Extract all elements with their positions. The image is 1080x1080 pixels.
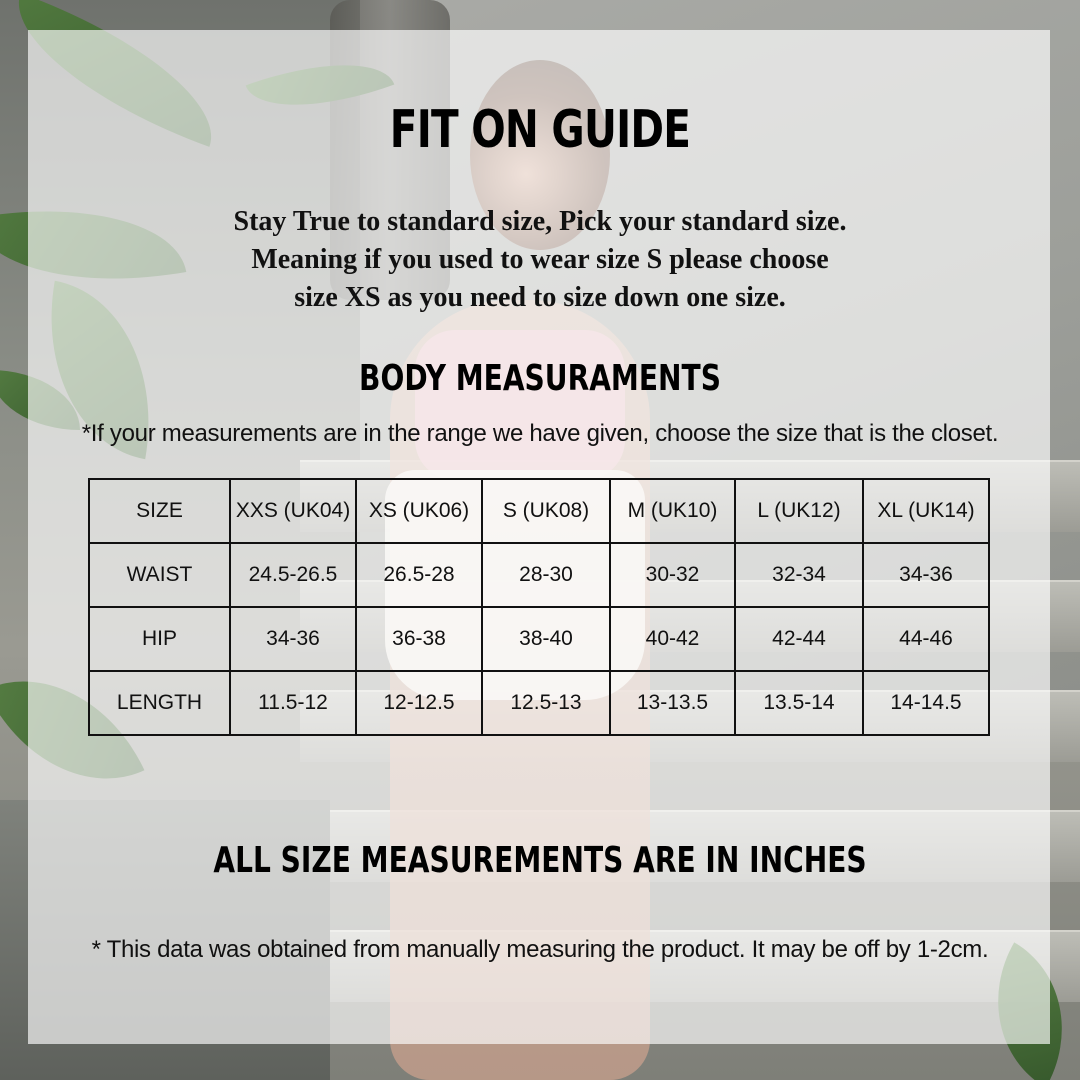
measurement-note: *If your measurements are in the range we have given, choose the size that is the closet.	[81, 420, 999, 447]
table-header-cell: S (UK08)	[482, 479, 610, 543]
table-cell: 36-38	[356, 607, 482, 671]
table-header-cell: SIZE	[89, 479, 230, 543]
table-cell: 30-32	[610, 543, 735, 607]
intro-line: size XS as you need to size down one size.	[294, 282, 786, 313]
table-row	[89, 607, 989, 671]
table-header-row	[89, 479, 989, 543]
table-cell: 40-42	[610, 607, 735, 671]
page-title: FIT ON GUIDE	[389, 100, 691, 160]
table-header-cell: M (UK10)	[610, 479, 735, 543]
table-cell: 32-34	[735, 543, 863, 607]
table-header-cell: L (UK12)	[735, 479, 863, 543]
table-cell: 34-36	[230, 607, 356, 671]
table-cell: 12.5-13	[482, 671, 610, 735]
table-row-label: HIP	[89, 607, 230, 671]
table-cell: 28-30	[482, 543, 610, 607]
table-cell: 34-36	[863, 543, 989, 607]
intro-line: Stay True to standard size, Pick your standard size.	[233, 206, 847, 237]
table-cell: 13-13.5	[610, 671, 735, 735]
table-cell: 12-12.5	[356, 671, 482, 735]
size-chart-table	[88, 478, 990, 736]
table-row	[89, 671, 989, 735]
table-header-cell: XS (UK06)	[356, 479, 482, 543]
intro-line: Meaning if you used to wear size S please choose	[251, 244, 829, 275]
table-cell: 24.5-26.5	[230, 543, 356, 607]
table-cell: 26.5-28	[356, 543, 482, 607]
units-heading: ALL SIZE MEASUREMENTS ARE IN INCHES	[213, 840, 867, 881]
section-title: BODY MEASURAMENTS	[359, 358, 721, 399]
table-header-cell: XL (UK14)	[863, 479, 989, 543]
table-row	[89, 543, 989, 607]
table-cell: 44-46	[863, 607, 989, 671]
disclaimer-text: * This data was obtained from manually measuring the product. It may be off by 1-2cm.	[91, 936, 989, 963]
table-cell: 11.5-12	[230, 671, 356, 735]
intro-text	[0, 203, 1080, 317]
table-header-cell: XXS (UK04)	[230, 479, 356, 543]
table-cell: 38-40	[482, 607, 610, 671]
table-cell: 42-44	[735, 607, 863, 671]
table-cell: 14-14.5	[863, 671, 989, 735]
table-row-label: LENGTH	[89, 671, 230, 735]
table-cell: 13.5-14	[735, 671, 863, 735]
table-row-label: WAIST	[89, 543, 230, 607]
